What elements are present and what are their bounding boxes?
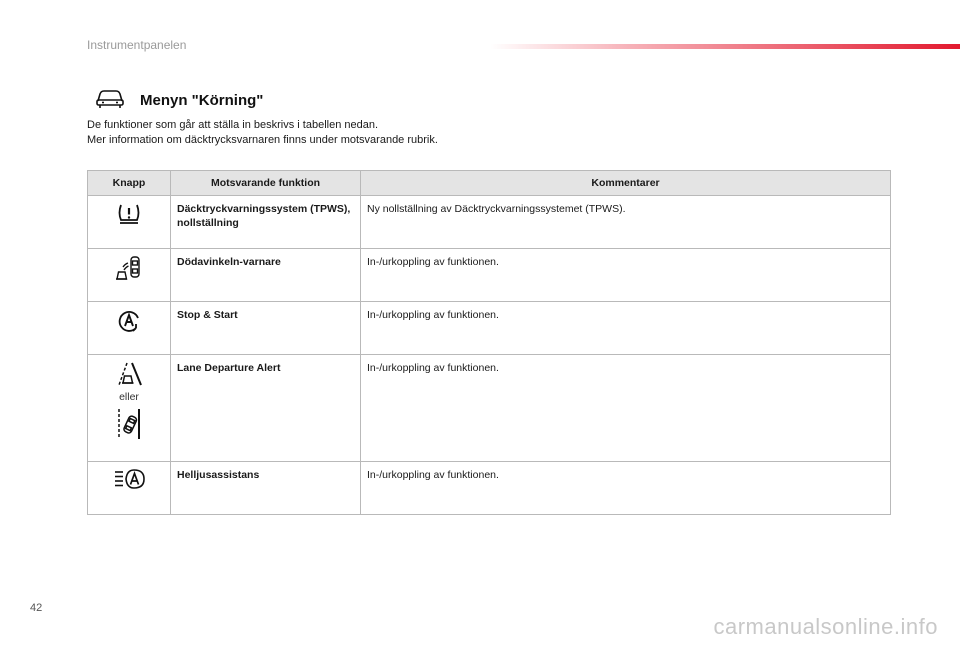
comment: In-/urkoppling av funktionen. <box>361 462 891 515</box>
section-label: Instrumentpanelen <box>87 38 187 52</box>
lane-departure-alt-icon <box>88 407 170 441</box>
intro-line: Mer information om däcktrycksvarnaren finns under motsvarande rubrik. <box>87 134 438 146</box>
comment: Ny nollställning av Däcktryckvarningssystemet (TPWS). <box>361 196 891 249</box>
table-row <box>88 355 891 462</box>
watermark: carmanualsonline.info <box>713 614 938 639</box>
heading <box>95 88 263 112</box>
functions-table <box>87 170 891 515</box>
header-accent-line <box>490 44 960 49</box>
function-name: Däcktryckvarningssystem (TPWS), nollställning <box>171 196 361 249</box>
car-icon <box>95 87 125 114</box>
button-cell <box>88 302 171 355</box>
intro-text <box>87 118 438 148</box>
table-row <box>88 249 891 302</box>
page-title: Menyn "Körning" <box>140 91 264 109</box>
table-row <box>88 196 891 249</box>
table-row <box>88 302 891 355</box>
comment: In-/urkoppling av funktionen. <box>361 302 891 355</box>
column-header-function: Motsvarande funktion <box>171 171 361 196</box>
button-cell <box>88 462 171 515</box>
stop-start-icon <box>88 308 170 334</box>
lane-departure-icon <box>88 361 170 387</box>
or-label: eller <box>119 391 139 403</box>
function-name: Dödavinkeln-varnare <box>171 249 361 302</box>
function-name: Stop & Start <box>171 302 361 355</box>
column-header-comments: Kommentarer <box>361 171 891 196</box>
intro-line: De funktioner som går att ställa in beskrivs i tabellen nedan. <box>87 119 379 131</box>
page-number: 42 <box>30 602 43 614</box>
button-cell <box>88 355 171 462</box>
column-header-button: Knapp <box>88 171 171 196</box>
function-name: Helljusassistans <box>171 462 361 515</box>
button-cell <box>88 249 171 302</box>
function-name: Lane Departure Alert <box>171 355 361 462</box>
comment: In-/urkoppling av funktionen. <box>361 249 891 302</box>
comment: In-/urkoppling av funktionen. <box>361 355 891 462</box>
button-cell <box>88 196 171 249</box>
tpws-icon <box>88 202 170 226</box>
table-row <box>88 462 891 515</box>
blind-spot-icon <box>88 255 170 281</box>
table-header-row <box>88 171 891 196</box>
auto-high-beam-icon <box>88 468 170 490</box>
